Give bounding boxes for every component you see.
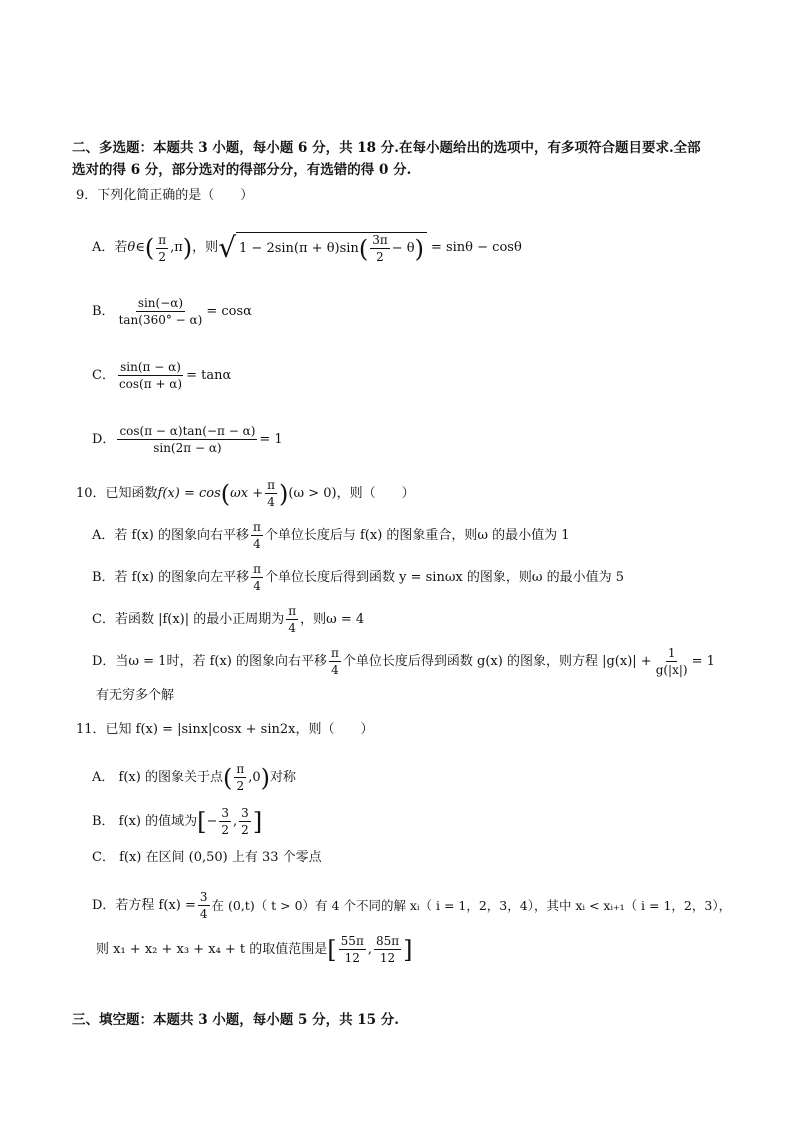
den: 4	[267, 495, 275, 509]
den: 12	[379, 951, 396, 965]
q10-option-b	[92, 562, 724, 593]
opt-post: 对称	[270, 769, 297, 785]
q9-c-label: C．	[92, 367, 115, 383]
comma: ,	[233, 813, 238, 829]
minus: −	[206, 813, 218, 829]
opt-post: ，则ω = 4	[300, 611, 365, 627]
den: 4	[331, 663, 339, 677]
frac-3-4	[198, 890, 210, 921]
paren-close: )	[260, 763, 270, 792]
q9-option-a	[92, 232, 724, 264]
point-tail: ,0	[248, 769, 261, 785]
paren-open: (	[220, 479, 231, 508]
opt-post: 个单位长度后得到函数 y = sinωx 的图象，则ω 的最小值为 5	[265, 569, 625, 585]
section2-line1: 二、多选题：本题共 3 小题，每小题 6 分，共 18 分.在每小题给出的选项中，有多项符合题目要求.全部	[72, 140, 701, 156]
den: sin(2π − α)	[153, 441, 222, 455]
q10-option-c	[92, 604, 724, 635]
opt-pre: D．若方程 f(x) =	[92, 897, 196, 913]
opt-pre: A．若 f(x) 的图象向右平移	[92, 527, 249, 543]
frac-pi4	[251, 520, 263, 551]
q9-a-label: A．若	[92, 240, 128, 255]
num: π	[288, 604, 297, 618]
section3-line1: 三、填空题：本题共 3 小题，每小题 5 分，共 15 分.	[72, 1012, 399, 1028]
num: 1	[667, 646, 676, 660]
q11-option-a	[92, 762, 724, 793]
opt-post: 个单位长度后与 f(x) 的图象重合，则ω 的最小值为 1	[264, 527, 570, 543]
num: 3π	[372, 233, 388, 247]
paren-open: (	[144, 234, 155, 262]
q9-option-d	[92, 424, 724, 455]
frac-pi4	[265, 478, 277, 509]
num: sin(−α)	[137, 296, 184, 310]
sqrt-sign: √	[218, 231, 237, 264]
num: π	[236, 762, 245, 776]
paren-open: (	[358, 234, 369, 263]
den: tan(360° − α)	[118, 313, 203, 327]
frac-pi4	[251, 562, 263, 593]
sqrt-text: 1 − 2sin(π + θ)sin	[239, 240, 359, 256]
frac-3-2	[239, 806, 251, 837]
section2-line2: 选对的得 6 分，部分选对的得部分分，有选错的得 0 分.	[72, 162, 412, 178]
comma: ,	[367, 941, 372, 957]
paren-close: )	[414, 234, 424, 263]
q9-b-frac	[117, 296, 205, 327]
den: 2	[376, 250, 384, 264]
opt-pre: B． f(x) 的值域为	[92, 813, 198, 829]
den: 2	[236, 779, 245, 793]
num: π	[158, 232, 167, 247]
stem-fn: f(x) = cos	[157, 485, 221, 501]
frac-3-2	[219, 806, 231, 837]
num: 3	[221, 806, 230, 820]
opt-pre: A． f(x) 的图象关于点	[92, 769, 223, 785]
num: π	[267, 478, 276, 492]
q10-option-a	[92, 520, 724, 551]
paren-close: )	[279, 479, 289, 508]
opt-mid: 个单位长度后得到函数 g(x) 的图象，则方程 |g(x)| +	[342, 653, 652, 669]
den: 12	[344, 951, 360, 965]
den: 4	[288, 621, 297, 635]
q9-option-b	[92, 296, 724, 327]
frac-pi2	[234, 762, 246, 793]
q10-d-continuation: 有无穷多个解	[96, 688, 175, 703]
q9-d-frac	[117, 424, 257, 455]
stem-pre: 10．已知函数	[76, 485, 158, 501]
paren-open: (	[222, 763, 233, 792]
num: π	[331, 646, 339, 660]
num: sin(π − α)	[120, 360, 181, 374]
q9-b-rhs: = cosα	[206, 303, 252, 319]
q11-option-d	[92, 890, 732, 921]
opt-post: = 1	[691, 653, 715, 669]
q9-a-theta: θ∈	[127, 240, 145, 255]
q10-option-d	[92, 646, 724, 677]
frac-85pi-12	[374, 934, 401, 965]
den: 2	[158, 249, 166, 264]
q11-d-continuation	[96, 934, 724, 965]
q9-c-rhs: = tanα	[186, 367, 232, 383]
den: 4	[253, 537, 261, 551]
q9-a-frac	[156, 233, 168, 264]
den: 4	[253, 579, 261, 593]
opt-pre: B．若 f(x) 的图象向左平移	[92, 569, 250, 585]
q9-b-label: B．	[92, 303, 115, 319]
den: g(|x|)	[655, 663, 688, 677]
q9-a-then: ，则	[192, 240, 219, 255]
num: π	[253, 562, 261, 576]
frac-1-g	[654, 646, 690, 677]
sqrt-tail: − θ	[391, 240, 415, 256]
den: 4	[199, 907, 208, 921]
den: cos(π + α)	[118, 377, 183, 391]
stem-arg: ωx +	[230, 485, 264, 501]
q11-option-c: C． f(x) 在区间 (0,50) 上有 33 个零点	[92, 850, 322, 865]
q9-option-c	[92, 360, 724, 391]
q9-a-sqrt	[236, 232, 427, 264]
frac-pi4	[286, 604, 298, 635]
q9-stem: 9．下列化简正确的是（ ）	[76, 188, 254, 203]
num: 3	[199, 890, 208, 904]
frac-3pi2	[370, 233, 390, 264]
frac-pi4	[329, 646, 341, 677]
num: cos(π − α)tan(−π − α)	[119, 424, 256, 438]
den: 2	[241, 823, 249, 837]
interval-end: ,π	[170, 240, 183, 255]
cont-pre: 则 x₁ + x₂ + x₃ + x₄ + t 的取值范围是	[96, 941, 328, 957]
q11-stem: 11．已知 f(x) = |sinx|cosx + sin2x，则（ ）	[76, 722, 374, 737]
paren-close: )	[182, 234, 193, 262]
frac-55pi-12	[339, 934, 366, 965]
q9-c-frac	[117, 360, 184, 391]
num: π	[252, 520, 261, 534]
den: 2	[221, 823, 230, 837]
q9-d-rhs: = 1	[259, 431, 283, 447]
q10-stem	[76, 478, 724, 509]
bracket-close: ]	[403, 935, 413, 964]
opt-pre: D．当ω = 1时，若 f(x) 的图象向右平移	[92, 653, 328, 669]
bracket-close: ]	[252, 807, 263, 836]
q11-option-b	[92, 806, 724, 837]
opt-post: 在 (0,t)（ t > 0）有 4 个不同的解 xᵢ（ i = 1，2，3，4），其中 xᵢ < xᵢ₊₁（ i = 1，2，3），	[211, 897, 732, 913]
stem-post: (ω > 0)，则（ ）	[288, 485, 415, 501]
opt-pre: C．若函数 |f(x)| 的最小正周期为	[92, 611, 285, 627]
q9-d-label: D．	[92, 431, 116, 447]
bracket-open: [	[197, 807, 207, 836]
num: 85π	[375, 934, 400, 948]
bracket-open: [	[327, 935, 337, 964]
num: 55π	[340, 934, 364, 948]
num: 3	[241, 806, 249, 820]
q9-a-rhs: = sinθ − cosθ	[430, 240, 522, 255]
